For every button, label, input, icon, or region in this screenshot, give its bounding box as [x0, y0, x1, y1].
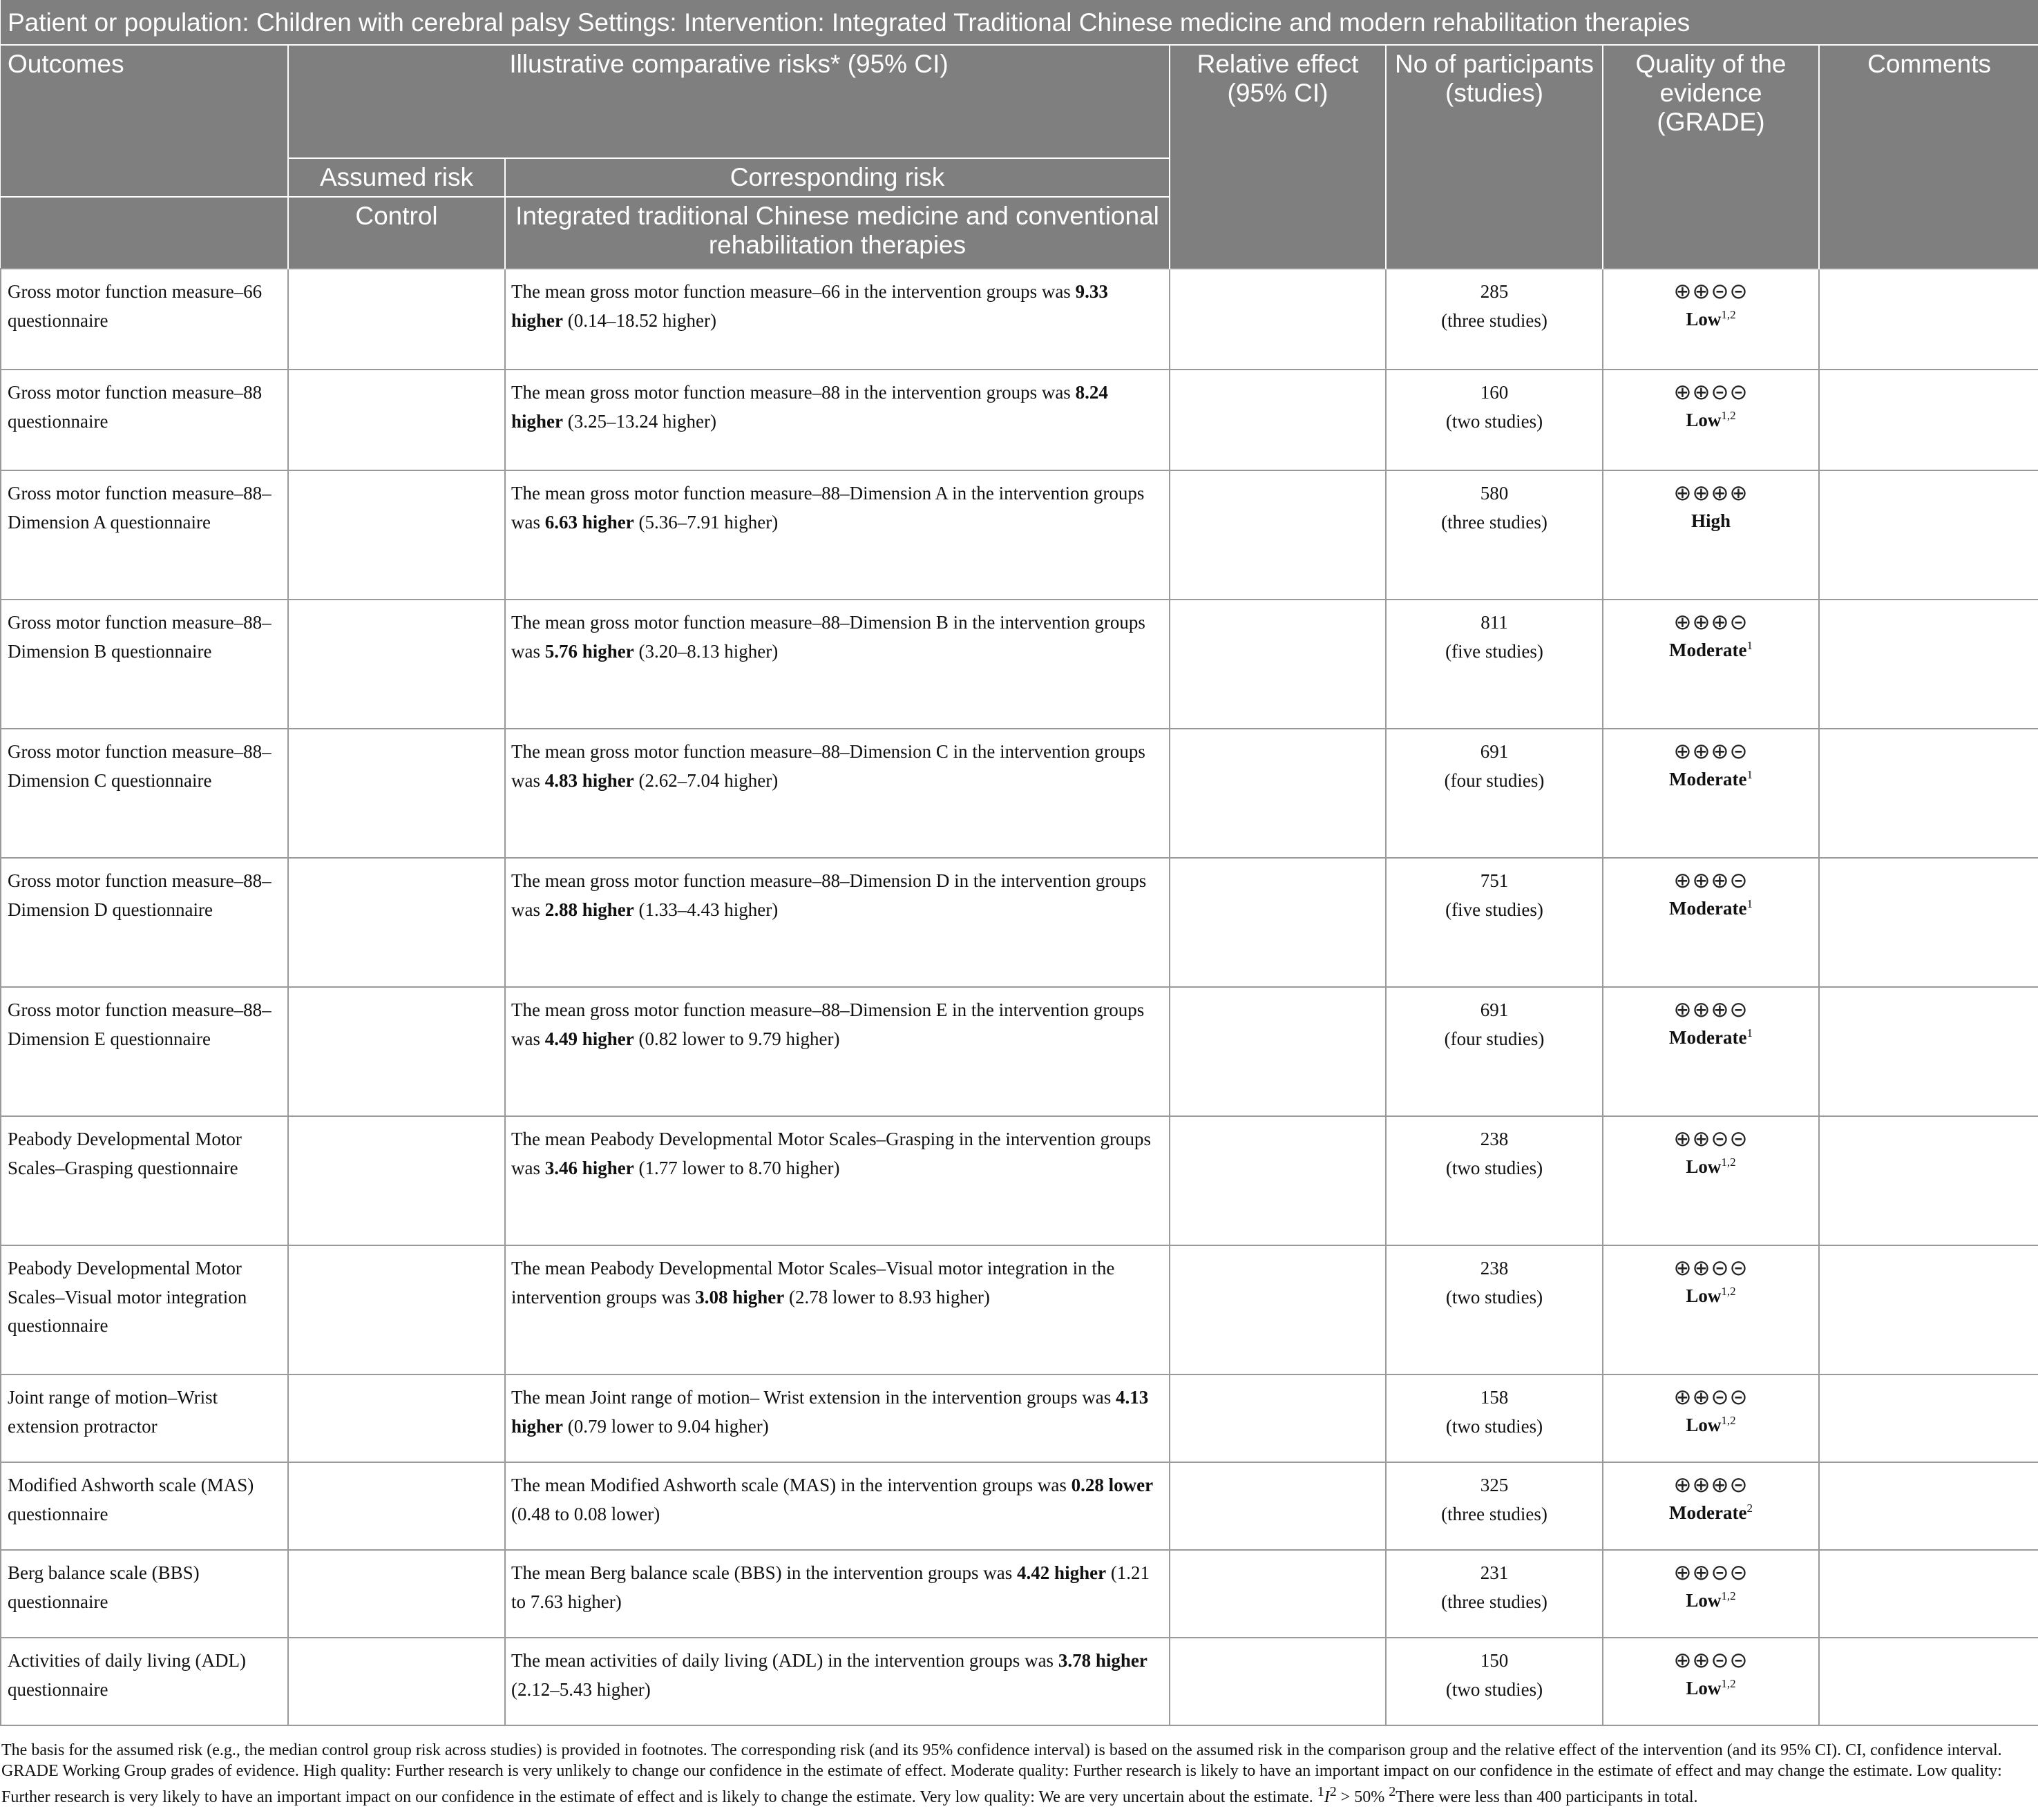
corresponding-risk-text: The mean gross motor function measure–88–Dimension B in the intervention groups was [511, 612, 1145, 662]
effect-ci: (5.36–7.91 higher) [638, 511, 779, 533]
outcome-cell: Gross motor function measure–88–Dimension B questionnaire [1, 600, 288, 729]
effect-estimate: 3.46 higher [544, 1157, 634, 1178]
corresponding-risk-cell [505, 1638, 1170, 1725]
grade-label: Low [1686, 1590, 1722, 1611]
participants-cell [1386, 269, 1603, 370]
assumed-risk-cell [288, 1245, 505, 1374]
grade-footnote-ref: 1,2 [1721, 308, 1736, 321]
header-outcomes: Outcomes [1, 45, 288, 197]
assumed-risk-cell [288, 858, 505, 987]
quality-cell [1603, 987, 1819, 1116]
effect-ci: (2.12–5.43 higher) [511, 1678, 651, 1700]
outcome-cell: Gross motor function measure–88–Dimension C questionnaire [1, 729, 288, 858]
corresponding-risk-text: The mean gross motor function measure–88 in the intervention groups was [511, 382, 1071, 403]
table-row [1, 370, 2038, 470]
grade-symbols-icon: ⊕⊕⊕⊝ [1673, 868, 1749, 893]
quality-cell [1603, 269, 1819, 370]
relative-effect-cell [1170, 729, 1386, 858]
participants-count: 751 [1480, 870, 1509, 891]
participants-count: 150 [1480, 1650, 1509, 1671]
table-row [1, 470, 2038, 600]
corresponding-risk-text: The mean gross motor function measure–88–Dimension D in the intervention groups was [511, 870, 1147, 920]
studies-count: (five studies) [1445, 899, 1543, 920]
grade-symbols-icon: ⊕⊕⊕⊕ [1673, 481, 1749, 506]
header-intervention: Integrated traditional Chinese medicine and conventional rehabilitation therapies [505, 197, 1170, 269]
footnote-2-text: There were less than 400 participants in total. [1396, 1788, 1698, 1806]
effect-ci: (3.20–8.13 higher) [638, 640, 779, 662]
participants-count: 325 [1480, 1475, 1509, 1495]
participants-count: 238 [1480, 1129, 1509, 1149]
participants-count: 580 [1480, 483, 1509, 504]
grade-label: Moderate [1669, 1027, 1747, 1048]
effect-ci: (1.77 lower to 8.70 higher) [638, 1157, 840, 1178]
assumed-risk-cell [288, 269, 505, 370]
participants-cell [1386, 858, 1603, 987]
participants-count: 811 [1480, 612, 1508, 633]
grade-footnote-ref: 1,2 [1721, 409, 1736, 422]
effect-estimate: 4.83 higher [544, 769, 634, 791]
outcome-cell: Berg balance scale (BBS) questionnaire [1, 1550, 288, 1638]
corresponding-risk-cell [505, 729, 1170, 858]
participants-count: 238 [1480, 1258, 1509, 1278]
relative-effect-cell [1170, 858, 1386, 987]
grade-footnote-ref: 1 [1746, 1026, 1753, 1040]
corresponding-risk-text: The mean gross motor function measure–88–Dimension E in the intervention groups was [511, 999, 1145, 1049]
relative-effect-cell [1170, 470, 1386, 600]
corresponding-risk-cell [505, 1116, 1170, 1245]
comments-cell [1819, 858, 2038, 987]
footnote-1-exponent: 2 [1329, 1784, 1337, 1799]
grade-symbols-icon: ⊕⊕⊝⊝ [1673, 380, 1749, 405]
effect-estimate: 4.13 higher [511, 1387, 1149, 1437]
comments-cell [1819, 600, 2038, 729]
effect-ci: (2.78 lower to 8.93 higher) [788, 1286, 990, 1307]
grade-footnote-ref: 1 [1746, 639, 1753, 652]
effect-ci: (0.79 lower to 9.04 higher) [567, 1415, 769, 1437]
studies-count: (two studies) [1445, 1157, 1543, 1178]
corresponding-risk-cell [505, 1462, 1170, 1550]
corresponding-risk-text: The mean gross motor function measure–66 in the intervention groups was [511, 281, 1071, 302]
footnote-1-text: > 50% [1336, 1788, 1385, 1806]
effect-estimate: 0.28 lower [1071, 1475, 1154, 1495]
header-comments: Comments [1867, 50, 1991, 78]
header-outcomes-blank [1, 197, 288, 269]
relative-effect-cell [1170, 269, 1386, 370]
comments-cell [1819, 1116, 2038, 1245]
studies-count: (two studies) [1445, 1678, 1543, 1700]
table-row [1, 729, 2038, 858]
corresponding-risk-text: The mean activities of daily living (ADL) in the intervention groups was [511, 1650, 1054, 1671]
effect-estimate: 8.24 higher [511, 382, 1108, 432]
corresponding-risk-text: The mean gross motor function measure–88–Dimension C in the intervention groups was [511, 741, 1145, 791]
table-row [1, 1550, 2038, 1638]
grade-symbols-icon: ⊕⊕⊕⊝ [1673, 610, 1749, 635]
grade-symbols-icon: ⊕⊕⊝⊝ [1673, 1127, 1749, 1151]
grade-label: Low [1686, 1285, 1722, 1306]
assumed-risk-cell [288, 1462, 505, 1550]
effect-ci: (1.21 to 7.63 higher) [511, 1562, 1150, 1612]
grade-symbols-icon: ⊕⊕⊝⊝ [1673, 1385, 1749, 1410]
relative-effect-cell [1170, 600, 1386, 729]
participants-count: 285 [1480, 281, 1509, 302]
header-control: Control [288, 197, 505, 269]
participants-count: 158 [1480, 1387, 1509, 1408]
assumed-risk-cell [288, 370, 505, 470]
relative-effect-cell [1170, 1638, 1386, 1725]
outcome-cell: Modified Ashworth scale (MAS) questionnaire [1, 1462, 288, 1550]
quality-cell [1603, 858, 1819, 987]
effect-estimate: 9.33 higher [511, 281, 1108, 331]
participants-cell [1386, 1116, 1603, 1245]
effect-ci: (0.48 to 0.08 lower) [511, 1503, 660, 1524]
effect-ci: (2.62–7.04 higher) [638, 769, 779, 791]
relative-effect-cell [1170, 987, 1386, 1116]
relative-effect-cell [1170, 1245, 1386, 1374]
relative-effect-cell [1170, 370, 1386, 470]
corresponding-risk-text: The mean Joint range of motion– Wrist extension in the intervention groups was [511, 1387, 1112, 1408]
relative-effect-cell [1170, 1116, 1386, 1245]
grade-symbols-icon: ⊕⊕⊝⊝ [1673, 1648, 1749, 1673]
grade-label: Low [1686, 1156, 1722, 1177]
outcome-cell: Gross motor function measure–88–Dimension A questionnaire [1, 470, 288, 600]
grade-symbols-icon: ⊕⊕⊕⊝ [1673, 1473, 1749, 1497]
participants-cell [1386, 1638, 1603, 1725]
grade-symbols-icon: ⊕⊕⊕⊝ [1673, 739, 1749, 764]
assumed-risk-cell [288, 1638, 505, 1725]
quality-cell [1603, 1638, 1819, 1725]
quality-cell [1603, 470, 1819, 600]
grade-footnote-ref: 2 [1746, 1502, 1753, 1515]
table-body [1, 269, 2038, 1725]
assumed-risk-cell [288, 600, 505, 729]
assumed-risk-cell [288, 470, 505, 600]
assumed-risk-cell [288, 1116, 505, 1245]
table-row [1, 269, 2038, 370]
grade-footnote-ref: 1 [1746, 768, 1753, 781]
grade-label: Low [1686, 1678, 1722, 1698]
corresponding-risk-cell [505, 470, 1170, 600]
table-footnote [0, 1726, 2038, 1808]
corresponding-risk-text: The mean Modified Ashworth scale (MAS) in the intervention groups was [511, 1475, 1067, 1495]
studies-count: (three studies) [1441, 1591, 1547, 1612]
quality-cell [1603, 1245, 1819, 1374]
effect-estimate: 6.63 higher [544, 511, 634, 533]
footnote-1-variable: I [1324, 1788, 1330, 1806]
corresponding-risk-text: The mean gross motor function measure–88–Dimension A in the intervention groups was [511, 483, 1145, 533]
comments-cell [1819, 470, 2038, 600]
table-row [1, 600, 2038, 729]
participants-count: 231 [1480, 1562, 1509, 1583]
comments-cell [1819, 987, 2038, 1116]
corresponding-risk-cell [505, 987, 1170, 1116]
outcome-cell: Joint range of motion–Wrist extension protractor [1, 1374, 288, 1462]
comments-cell [1819, 1245, 2038, 1374]
quality-cell [1603, 1550, 1819, 1638]
quality-cell [1603, 1374, 1819, 1462]
effect-estimate: 4.42 higher [1017, 1562, 1107, 1583]
header-relative-effect: Relative effect (95% CI) [1170, 45, 1386, 269]
footnote-1-mark: 1 [1317, 1784, 1324, 1799]
outcome-cell: Peabody Developmental Motor Scales–Grasping questionnaire [1, 1116, 288, 1245]
assumed-risk-cell [288, 987, 505, 1116]
participants-count: 160 [1480, 382, 1509, 403]
grade-label: Moderate [1669, 640, 1747, 660]
grade-label: Moderate [1669, 769, 1747, 789]
grade-symbols-icon: ⊕⊕⊝⊝ [1673, 1256, 1749, 1281]
participants-cell [1386, 470, 1603, 600]
comments-cell [1819, 370, 2038, 470]
grade-footnote-ref: 1,2 [1721, 1677, 1736, 1690]
footnote-text: The basis for the assumed risk (e.g., the median control group risk across studies) is provided in footnotes. The corresponding risk (and its 95% confidence interval) is based on the assumed risk in the comparison group and the relative effect of the intervention (and its 95% CI). CI, confidence interval. GRADE Working Group grades of evidence. High quality: Further research is very unlikely to change our confidence in the estimate of effect. Moderate quality: Further research is likely to have an important impact on our confidence in the estimate of effect and may change the estimate. Low quality: Further research is very likely to have an important impact on our confidence in the estimate of effect and is likely to change the estimate. Very low quality: We are very uncertain about the estimate. [1, 1741, 2002, 1806]
corresponding-risk-cell [505, 1550, 1170, 1638]
participants-cell [1386, 729, 1603, 858]
participants-cell [1386, 1550, 1603, 1638]
participants-count: 691 [1480, 999, 1509, 1020]
effect-ci: (1.33–4.43 higher) [638, 899, 779, 920]
grade-symbols-icon: ⊕⊕⊕⊝ [1673, 997, 1749, 1022]
effect-estimate: 5.76 higher [544, 640, 634, 662]
quality-cell [1603, 370, 1819, 470]
grade-footnote-ref: 1 [1746, 897, 1753, 910]
table-row [1, 1116, 2038, 1245]
studies-count: (two studies) [1445, 410, 1543, 432]
participants-cell [1386, 1245, 1603, 1374]
quality-cell [1603, 1116, 1819, 1245]
grade-footnote-ref: 1,2 [1721, 1285, 1736, 1298]
comments-cell [1819, 729, 2038, 858]
relative-effect-cell [1170, 1550, 1386, 1638]
grade-symbols-icon: ⊕⊕⊝⊝ [1673, 1560, 1749, 1585]
grade-label: High [1691, 510, 1731, 531]
effect-estimate: 3.78 higher [1058, 1650, 1147, 1671]
quality-cell [1603, 1462, 1819, 1550]
outcome-cell: Gross motor function measure–88–Dimension D questionnaire [1, 858, 288, 987]
corresponding-risk-cell [505, 600, 1170, 729]
comments-cell [1819, 1374, 2038, 1462]
corresponding-risk-cell [505, 370, 1170, 470]
outcome-cell: Gross motor function measure–88 questionnaire [1, 370, 288, 470]
participants-count: 691 [1480, 741, 1509, 762]
studies-count: (two studies) [1445, 1415, 1543, 1437]
header-illustrative-risks: Illustrative comparative risks* (95% CI) [288, 45, 1170, 158]
participants-cell [1386, 1462, 1603, 1550]
participants-cell [1386, 370, 1603, 470]
studies-count: (five studies) [1445, 640, 1543, 662]
outcome-cell: Peabody Developmental Motor Scales–Visual motor integration questionnaire [1, 1245, 288, 1374]
effect-estimate: 2.88 higher [544, 899, 634, 920]
comments-cell [1819, 1550, 2038, 1638]
studies-count: (two studies) [1445, 1286, 1543, 1307]
outcome-cell: Gross motor function measure–66 questionnaire [1, 269, 288, 370]
effect-estimate: 3.08 higher [695, 1286, 785, 1307]
header-participants: No of participants (studies) [1386, 45, 1603, 269]
outcome-cell: Activities of daily living (ADL) questionnaire [1, 1638, 288, 1725]
relative-effect-cell [1170, 1462, 1386, 1550]
grade-label: Low [1686, 410, 1722, 430]
table-row [1, 1374, 2038, 1462]
header-assumed-risk: Assumed risk [288, 158, 505, 197]
studies-count: (four studies) [1444, 1028, 1545, 1049]
grade-footnote-ref: 1,2 [1721, 1414, 1736, 1427]
outcome-cell: Gross motor function measure–88–Dimension E questionnaire [1, 987, 288, 1116]
assumed-risk-cell [288, 1550, 505, 1638]
comments-cell [1819, 1638, 2038, 1725]
table-title: Patient or population: Children with cerebral palsy Settings: Intervention: Integrated Traditional Chinese medicine and modern rehabilitation therapies [1, 0, 2038, 45]
grade-footnote-ref: 1,2 [1721, 1156, 1736, 1169]
grade-label: Moderate [1669, 1502, 1747, 1523]
corresponding-risk-cell [505, 1245, 1170, 1374]
studies-count: (three studies) [1441, 511, 1547, 533]
grade-label: Low [1686, 1415, 1722, 1435]
comments-cell [1819, 1462, 2038, 1550]
table-row [1, 987, 2038, 1116]
participants-cell [1386, 600, 1603, 729]
effect-ci: (0.14–18.52 higher) [567, 309, 716, 331]
participants-cell [1386, 1374, 1603, 1462]
quality-cell [1603, 600, 1819, 729]
effect-ci: (3.25–13.24 higher) [567, 410, 716, 432]
assumed-risk-cell [288, 729, 505, 858]
corresponding-risk-cell [505, 1374, 1170, 1462]
quality-cell [1603, 729, 1819, 858]
studies-count: (three studies) [1441, 309, 1547, 331]
corresponding-risk-text: The mean Peabody Developmental Motor Scales–Grasping in the intervention groups was [511, 1129, 1152, 1178]
grade-symbols-icon: ⊕⊕⊝⊝ [1673, 279, 1749, 304]
comments-cell [1819, 269, 2038, 370]
relative-effect-cell [1170, 1374, 1386, 1462]
corresponding-risk-cell [505, 858, 1170, 987]
header-quality: Quality of the evidence (GRADE) [1603, 45, 1819, 269]
corresponding-risk-text: The mean Berg balance scale (BBS) in the intervention groups was [511, 1562, 1013, 1583]
participants-cell [1386, 987, 1603, 1116]
table-row [1, 858, 2038, 987]
footnote-2-mark: 2 [1389, 1784, 1396, 1799]
grade-footnote-ref: 1,2 [1721, 1589, 1736, 1602]
corresponding-risk-cell [505, 269, 1170, 370]
header-corresponding-risk: Corresponding risk [505, 158, 1170, 197]
table-row [1, 1638, 2038, 1725]
table-row [1, 1462, 2038, 1550]
effect-ci: (0.82 lower to 9.79 higher) [638, 1028, 840, 1049]
corresponding-risk-text: The mean Peabody Developmental Motor Scales–Visual motor integration in the intervention groups was [511, 1258, 1115, 1307]
table-row [1, 1245, 2038, 1374]
grade-label: Moderate [1669, 898, 1747, 919]
effect-estimate: 4.49 higher [544, 1028, 634, 1049]
studies-count: (four studies) [1444, 769, 1545, 791]
studies-count: (three studies) [1441, 1503, 1547, 1524]
grade-label: Low [1686, 309, 1722, 329]
assumed-risk-cell [288, 1374, 505, 1462]
